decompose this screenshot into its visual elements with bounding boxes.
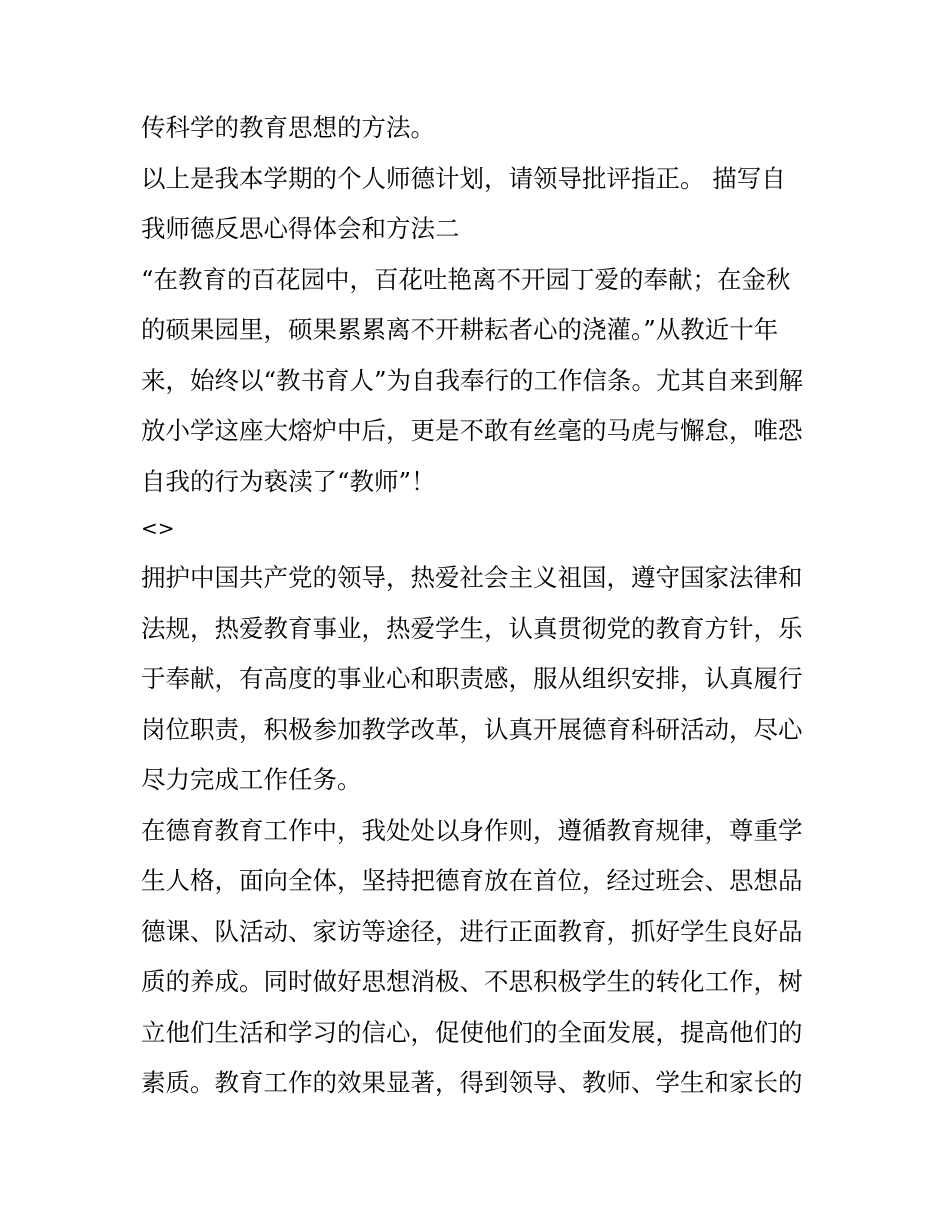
text-line: 来，始终以“教书育人”为自我奉行的工作信条。尤其自来到解 xyxy=(141,365,804,395)
text-line: 素质。教育工作的效果显著，得到领导、教师、学生和家长的 xyxy=(141,1068,803,1097)
text-line: 尽力完成工作任务。 xyxy=(141,765,362,794)
text-line: 质的养成。同时做好思想消极、不思积极学生的转化工作，树 xyxy=(141,967,803,996)
text-line: 德课、队活动、家访等途径，进行正面教育，抓好学生良好品 xyxy=(141,916,803,946)
text-line: 岗位职责，积极参加教学改革，认真开展德育科研活动，尽心 xyxy=(141,714,803,744)
text-line: 我师德反思心得体会和方法二 xyxy=(141,214,460,243)
text-line: 传科学的教育思想的方法。 xyxy=(141,113,435,142)
text-line: 立他们生活和学习的信心，促使他们的全面发展，提高他们的 xyxy=(141,1017,803,1047)
placeholder-marker: <> xyxy=(141,516,175,540)
text-line: 于奉献，有高度的事业心和职责感，服从组织安排，认真履行 xyxy=(141,664,803,693)
text-line: 生人格，面向全体，坚持把德育放在首位，经过班会、思想品 xyxy=(141,866,803,895)
text-line: 拥护中国共产党的领导，热爱社会主义祖国，遵守国家法律和 xyxy=(141,563,803,592)
text-line: 自我的行为亵渎了“教师”！ xyxy=(141,466,436,496)
text-line: 的硕果园里，硕果累累离不开耕耘者心的浇灌。”从教近十年 xyxy=(141,315,779,344)
text-line: 法规，热爱教育事业，热爱学生，认真贯彻党的教育方针，乐 xyxy=(141,613,803,643)
text-line: “在教育的百花园中，百花吐艳离不开园丁爱的奉献；在金秋 xyxy=(141,264,791,294)
text-line: 在德育教育工作中，我处处以身作则，遵循教育规律，尊重学 xyxy=(141,815,803,845)
text-line: 以上是我本学期的个人师德计划，请领导批评指正。 描写自 xyxy=(141,163,786,193)
document-body xyxy=(141,103,821,1109)
text-line: 放小学这座大熔炉中后，更是不敢有丝毫的马虎与懈怠，唯恐 xyxy=(141,416,803,445)
